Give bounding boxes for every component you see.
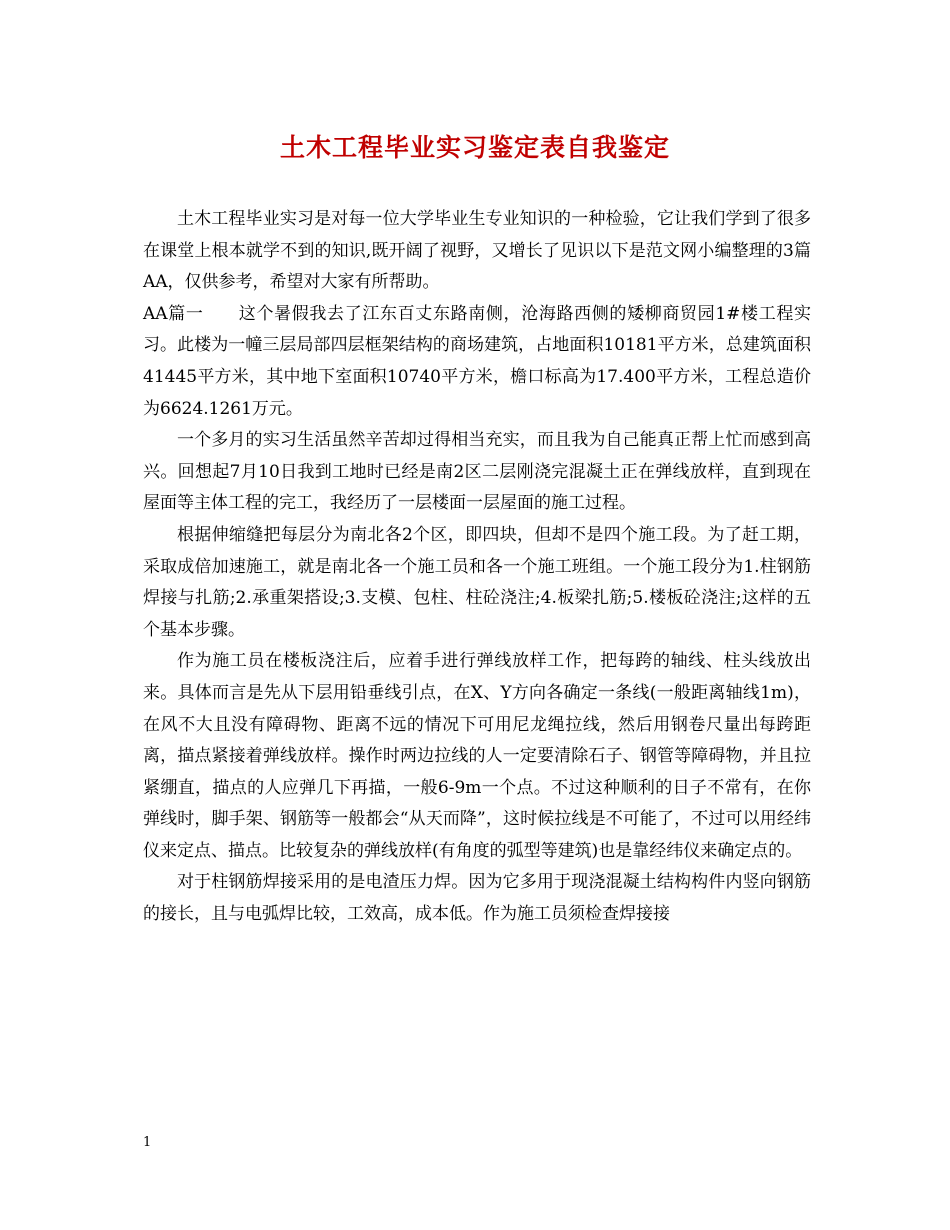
paragraph-intro: 土木工程毕业实习是对每一位大学毕业生专业知识的一种检验，它让我们学到了很多在课堂上根本就学不到的知识,既开阔了视野，又增长了见识以下是范文网小编整理的3篇AA，仅供参考，希望对大家有所帮助。: [143, 209, 811, 293]
page-number: 1: [143, 1135, 152, 1150]
paragraph-construction-sections: 根据伸缩缝把每层分为南北各2个区，即四块，但却不是四个施工段。为了赶工期，采取成倍加速施工，就是南北各一个施工员和各一个施工班组。一个施工段分为1.柱钢筋焊接与扎筋;2.承重架搭设;3.支模、包柱、柱砼浇注;4.板梁扎筋;5.楼板砼浇注;这样的五个基本步骤。: [143, 524, 811, 640]
paragraph-welding: 对于柱钢筋焊接采用的是电渣压力焊。因为它多用于现浇混凝土结构构件内竖向钢筋的接长，且与电弧焊比较，工效高，成本低。作为施工员须检查焊接接: [143, 872, 811, 925]
document-title: 土木工程毕业实习鉴定表自我鉴定: [279, 133, 670, 162]
paragraph-internship-life: 一个多月的实习生活虽然辛苦却过得相当充实，而且我为自己能真正帮上忙而感到高兴。回想起7月10日我到工地时已经是南2区二层刚浇完混凝土正在弹线放样，直到现在屋面等主体工程的完工，我经历了一层楼面一层屋面的施工过程。: [143, 430, 811, 514]
document-body: [143, 204, 811, 931]
paragraph-section-one: AA篇一 这个暑假我去了江东百丈东路南侧，沧海路西侧的矮柳商贸园1#楼工程实习。此楼为一幢三层局部四层框架结构的商场建筑，占地面积10181平方米，总建筑面积41445平方米，其中地下室面积10740平方米，檐口标高为17.400平方米，工程总造价为6624.1261万元。: [143, 303, 811, 419]
paragraph-layout-marking: 作为施工员在楼板浇注后，应着手进行弹线放样工作，把每跨的轴线、柱头线放出来。具体而言是先从下层用铅垂线引点，在X、Y方向各确定一条线(一般距离轴线1m)，在风不大且没有障碍物、距离不远的情况下可用尼龙绳拉线，然后用钢卷尺量出每跨距离，描点紧接着弹线放样。操作时两边拉线的人一定要清除石子、钢管等障碍物，并且拉紧绷直，描点的人应弹几下再描，一般6-9m一个点。不过这种顺利的日子不常有，在你弹线时，脚手架、钢筋等一般都会“从天而降”，这时候拉线是不可能了，不过可以用经纬仪来定点、描点。比较复杂的弹线放样(有角度的弧型等建筑)也是靠经纬仪来确定点的。: [143, 651, 811, 861]
